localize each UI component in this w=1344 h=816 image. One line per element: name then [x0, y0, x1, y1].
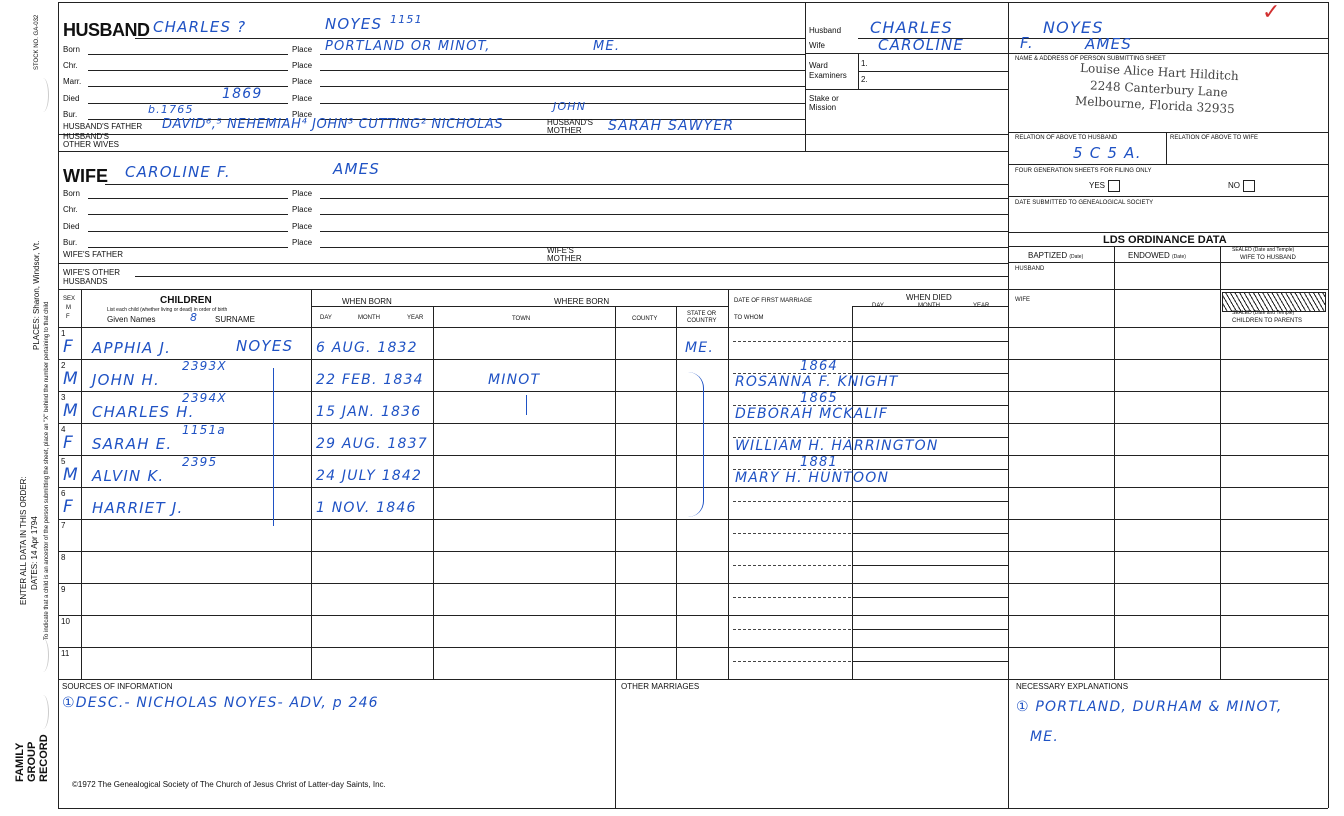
child-spouse: WILLIAM H. HARRINGTON: [735, 438, 939, 454]
four-gen-label: FOUR GENERATION SHEETS FOR FILING ONLY: [1015, 168, 1152, 174]
husband-mother-note: JOHN: [553, 100, 587, 113]
explanations-text-1: ① PORTLAND, DURHAM & MINOT,: [1016, 699, 1283, 715]
marriage-date-line: [733, 597, 851, 598]
wife-given-name: CAROLINE F.: [125, 163, 231, 181]
ward-label: Ward: [809, 61, 828, 70]
child-number: 1: [61, 329, 66, 338]
child-birth-date: 6 AUG. 1832: [316, 340, 418, 356]
husband-father: DAVID⁶,⁵ NEHEMIAH⁴ JOHN³ CUTTING² NICHOLAS: [162, 117, 504, 132]
right-husband-given: CHARLES: [870, 18, 953, 37]
examiner-2-label: 2.: [861, 75, 868, 84]
right-wife-middle: F.: [1020, 34, 1034, 52]
child-birth-town: MINOT: [488, 372, 541, 388]
relation-wife-label: RELATION OF ABOVE TO WIFE: [1170, 135, 1259, 141]
examiner-1-label: 1.: [861, 59, 868, 68]
wife-born-label: Born: [63, 189, 80, 198]
wife-bur-label: Bur.: [63, 238, 78, 247]
child-given-name: SARAH E.: [92, 435, 173, 453]
hatched-box: [1222, 292, 1326, 312]
marriage-date-line: [733, 469, 851, 470]
child-id-number: 2395: [182, 455, 218, 469]
died-date-line: [852, 341, 1008, 342]
wifes-mother-label-1: WIFE'S: [547, 246, 574, 255]
child-number: 4: [61, 425, 66, 434]
right-husband-label: Husband: [809, 26, 842, 35]
state-label-1: STATE OR: [687, 311, 717, 317]
child-given-name: JOHN H.: [92, 371, 160, 389]
endowed-label: ENDOWED: [1128, 251, 1170, 260]
born-month-label: MONTH: [358, 315, 380, 321]
died-date-line: [852, 469, 1008, 470]
wife-chr-place-label: Place: [292, 205, 313, 214]
wifes-father-label: WIFE'S FATHER: [63, 250, 124, 259]
baptized-date-label: (Date): [1069, 254, 1084, 260]
children-count: 8: [190, 311, 199, 324]
husband-given-name: CHARLES ?: [153, 18, 247, 36]
lds-title: LDS ORDINANCE DATA: [1103, 234, 1227, 246]
mission-label: Mission: [809, 103, 837, 112]
died-date-line: [852, 405, 1008, 406]
form-title: FAMILY GROUP RECORD: [14, 734, 50, 782]
wife-bur-place-label: Place: [292, 238, 313, 247]
child-number: 5: [61, 457, 66, 466]
ancestor-instructions: To indicate that a child is an ancestor of the person submitting the sheet, place an "X" behind the number pertaining to that child: [44, 301, 50, 640]
died-label: Died: [63, 94, 80, 103]
children-subheader: List each child (whether living or dead) in order of birth: [107, 307, 228, 313]
given-names-label: Given Names: [107, 315, 156, 324]
child-number: 3: [61, 393, 66, 402]
husband-number: 1151: [390, 13, 423, 26]
sex-m-label: M: [66, 305, 71, 311]
child-given-name: ALVIN K.: [92, 467, 165, 485]
stake-label: Stake or: [809, 94, 839, 103]
children-header: CHILDREN: [160, 295, 212, 306]
marriage-date-line: [733, 501, 851, 502]
husband-born-place: PORTLAND OR MINOT,: [325, 39, 491, 54]
submitter-city: Melbourne, Florida 32935: [1074, 93, 1236, 117]
row-divider: [58, 551, 1328, 552]
marriage-date-line: [733, 661, 851, 662]
enter-data-note: ENTER ALL DATA IN THIS ORDER:: [19, 476, 28, 605]
child-number: 2: [61, 361, 66, 370]
child-number: 7: [61, 521, 66, 530]
chr-label: Chr.: [63, 61, 78, 70]
other-wives-label-2: OTHER WIVES: [63, 140, 120, 149]
marriage-date-line: [733, 629, 851, 630]
explanations-text-2: ME.: [1030, 729, 1059, 745]
marr-label: Marr.: [63, 77, 82, 86]
lds-wife-label: WIFE: [1015, 297, 1030, 303]
explanations-label: NECESSARY EXPLANATIONS: [1016, 682, 1129, 691]
child-sex: F: [63, 337, 74, 357]
born-year-label: YEAR: [407, 315, 424, 321]
sealed-wife-label-2: WIFE TO HUSBAND: [1240, 255, 1296, 261]
binder-hole-top: [37, 78, 49, 112]
where-born-label: WHERE BORN: [554, 297, 610, 306]
husbands-father-label: HUSBAND'S FATHER: [63, 122, 143, 131]
marriage-date-line: [733, 565, 851, 566]
stock-number: STOCK NO. GA-032: [34, 14, 40, 70]
child-spouse: MARY H. HUNTOON: [735, 470, 890, 486]
child-number: 10: [61, 617, 70, 626]
wife-died-label: Died: [63, 222, 80, 231]
first-marriage-label: DATE OF FIRST MARRIAGE: [734, 298, 813, 304]
right-wife-label: Wife: [809, 41, 825, 50]
born-day-label: DAY: [320, 315, 332, 321]
died-date-line: [852, 373, 1008, 374]
relation-husband-value: 5 C 5 A.: [1073, 144, 1142, 162]
bur-label: Bur.: [63, 110, 78, 119]
baptized-header: [1028, 252, 1083, 260]
husband-bur-note: b.1765: [148, 103, 194, 116]
row-divider: [58, 359, 1328, 360]
child-surname: NOYES: [236, 337, 294, 355]
lds-husband-label: HUSBAND: [1015, 266, 1045, 272]
child-given-name: CHARLES H.: [92, 403, 195, 421]
sealed-children-label-2: CHILDREN TO PARENTS: [1232, 318, 1303, 324]
husband-mother: SARAH SAWYER: [608, 118, 735, 134]
died-date-line: [852, 629, 1008, 630]
four-gen-no[interactable]: [1228, 180, 1255, 192]
marr-place-label: Place: [292, 77, 313, 86]
child-marriage-year: 1864: [800, 359, 838, 374]
wife-surname: AMES: [333, 160, 381, 178]
died-date-line: [852, 597, 1008, 598]
binder-hole-middle: [37, 638, 49, 672]
to-whom-label: TO WHOM: [734, 315, 764, 321]
child-sex: M: [63, 401, 79, 421]
dates-note: DATES: 14 Apr 1794: [30, 516, 39, 590]
wife-born-place-label: Place: [292, 189, 313, 198]
child-birth-date: 24 JULY 1842: [316, 468, 423, 484]
child-sex: F: [63, 497, 74, 517]
died-place-label: Place: [292, 94, 313, 103]
date-submitted-label: DATE SUBMITTED TO GENEALOGICAL SOCIETY: [1015, 200, 1154, 206]
marriage-date-line: [733, 437, 851, 438]
relation-husband-label: RELATION OF ABOVE TO HUSBAND: [1015, 135, 1118, 141]
husband-born-state: ME.: [593, 39, 621, 54]
child-sex: M: [63, 465, 79, 485]
submitter-header: NAME & ADDRESS OF PERSON SUBMITTING SHEET: [1015, 56, 1166, 62]
right-wife-surname: AMES: [1085, 35, 1133, 53]
four-gen-yes[interactable]: [1089, 180, 1120, 192]
submitter-street: 2248 Canterbury Lane: [1089, 78, 1229, 100]
husband-surname: NOYES: [325, 15, 383, 33]
town-bracket: [526, 395, 527, 415]
copyright: ©1972 The Genealogical Society of The Church of Jesus Christ of Latter-day Saints, Inc.: [72, 780, 386, 789]
binder-hole-bottom: [37, 695, 49, 729]
right-husband-surname: NOYES: [1043, 18, 1104, 37]
died-date-line: [852, 533, 1008, 534]
surname-label: SURNAME: [215, 315, 256, 324]
row-divider: [58, 583, 1328, 584]
when-born-label: WHEN BORN: [342, 297, 392, 306]
died-date-line: [852, 501, 1008, 502]
child-number: 6: [61, 489, 66, 498]
row-divider: [58, 615, 1328, 616]
child-spouse: ROSANNA F. KNIGHT: [735, 374, 899, 390]
marriage-date-line: [733, 341, 851, 342]
marriage-date-line: [733, 533, 851, 534]
husband-label: HUSBAND: [63, 20, 150, 40]
died-date-line: [852, 565, 1008, 566]
died-date-line: [852, 661, 1008, 662]
sources-text: ①DESC.- NICHOLAS NOYES- ADV, p 246: [62, 695, 379, 711]
child-number: 8: [61, 553, 66, 562]
endowed-header: [1128, 252, 1186, 260]
when-died-label: WHEN DIED: [906, 293, 952, 302]
right-wife-given: CAROLINE: [878, 36, 965, 54]
born-label: Born: [63, 45, 80, 54]
endowed-date-label: (Date): [1172, 254, 1186, 260]
wifes-other-label-1: WIFE'S OTHER: [63, 268, 121, 277]
child-marriage-year: 1881: [800, 455, 838, 470]
marriage-date-line: [733, 405, 851, 406]
child-marriage-year: 1865: [800, 391, 838, 406]
child-id-number: 1151a: [182, 423, 226, 437]
child-id-number: 2393X: [182, 359, 227, 373]
child-id-number: 2394X: [182, 391, 227, 405]
row-divider: [58, 519, 1328, 520]
child-sex: M: [63, 369, 79, 389]
born-place-label: Place: [292, 45, 313, 54]
wife-chr-label: Chr.: [63, 205, 78, 214]
no-label: NO: [1228, 181, 1240, 191]
died-year-label: YEAR: [973, 303, 990, 309]
other-marriages-label: OTHER MARRIAGES: [621, 682, 700, 691]
wifes-other-label-2: HUSBANDS: [63, 277, 108, 286]
child-given-name: APPHIA J.: [92, 339, 172, 357]
name-bracket: [268, 368, 274, 526]
row-divider: [58, 647, 1328, 648]
examiners-label: Examiners: [809, 71, 847, 80]
died-day-label: DAY: [872, 303, 884, 309]
child-number: 9: [61, 585, 66, 594]
child-sex: F: [63, 433, 74, 453]
sealed-wife-label-1: SEALED (Date and Temple): [1232, 247, 1295, 253]
state-bracket: [688, 372, 704, 517]
child-birth-date: 15 JAN. 1836: [316, 404, 422, 420]
sources-label: SOURCES OF INFORMATION: [62, 682, 173, 691]
bur-place-label: Place: [292, 110, 313, 119]
wife-label: WIFE: [63, 166, 108, 186]
places-note: PLACES: Sharon, Windsor, Vt.: [32, 240, 41, 350]
child-birth-state: ME.: [685, 340, 714, 356]
died-date-line: [852, 437, 1008, 438]
baptized-label: BAPTIZED: [1028, 251, 1068, 260]
child-number: 11: [61, 649, 70, 658]
other-wives-label-1: HUSBAND'S: [63, 132, 109, 141]
submitter-name: Louise Alice Hart Hilditch: [1079, 60, 1240, 84]
county-label: COUNTY: [632, 316, 658, 322]
husbands-mother-label-2: MOTHER: [547, 126, 582, 135]
husband-died-date: 1869: [222, 86, 263, 102]
child-spouse: DEBORAH MCKALIF: [735, 406, 889, 422]
child-birth-date: 22 FEB. 1834: [316, 372, 424, 388]
yes-checkbox[interactable]: [1108, 180, 1120, 192]
died-month-label: MONTH: [918, 303, 940, 309]
child-birth-date: 1 NOV. 1846: [316, 500, 417, 516]
child-birth-date: 29 AUG. 1837: [316, 436, 428, 452]
child-given-name: HARRIET J.: [92, 499, 184, 517]
sex-label: SEX: [63, 296, 76, 302]
state-label-2: COUNTRY: [687, 318, 717, 324]
check-mark: ✓: [1262, 0, 1282, 25]
marriage-date-line: [733, 373, 851, 374]
sex-f-label: F: [66, 314, 70, 320]
no-checkbox[interactable]: [1243, 180, 1255, 192]
chr-place-label: Place: [292, 61, 313, 70]
sealed-children-label-1: SEALED (Date and Temple): [1232, 310, 1295, 316]
town-label: TOWN: [512, 316, 531, 322]
husbands-mother-label-1: HUSBAND'S: [547, 118, 593, 127]
wifes-mother-label-2: MOTHER: [547, 254, 582, 263]
yes-label: YES: [1089, 181, 1106, 191]
wife-died-place-label: Place: [292, 222, 313, 231]
